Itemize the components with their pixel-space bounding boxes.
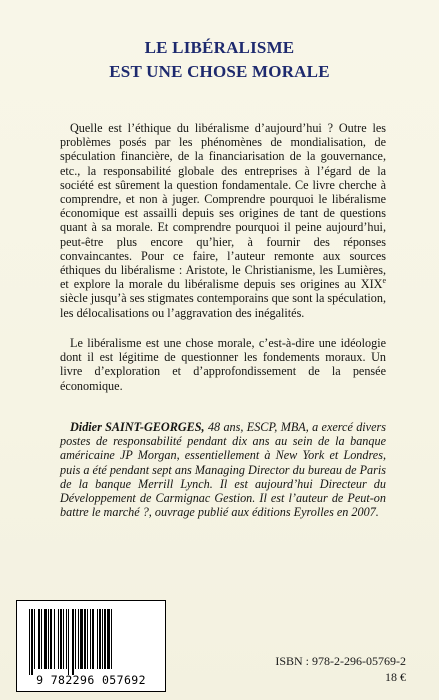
title-line-2: EST UNE CHOSE MORALE [109,62,330,81]
barcode-bar [104,609,106,669]
barcode-bar [58,609,59,669]
barcode-bar [41,609,42,669]
barcode-bar [99,609,101,669]
barcode-bar [63,609,64,669]
barcode-bar [78,609,79,669]
isbn: ISBN : 978-2-296-05769-2 [275,654,406,668]
barcode-bar [68,609,69,675]
barcode-bar [107,609,110,669]
author-bio-text: 48 ans, ESCP, MBA, a exercé divers postes de responsabilité pendant dix ans au sein de la banque américaine JP Morgan, essentiellement à New York et Londres, puis a été pendant sept ans Managing Director du bureau de Paris de la banque Merrill Lynch. Il est aujourd’hui Directeur du Développement de Carmignac Gestion. Il est l’auteur de Peut-on battre le marché ?, ouvrage publié aux éditions Eyrolles en 2007. [60,420,386,520]
barcode-bar [72,609,74,675]
century-superscript: e [382,276,387,286]
barcode-bar [50,609,52,669]
barcode-bar [54,609,55,669]
barcode-bar [29,609,30,675]
barcode-bar [44,609,47,669]
barcode-bar [111,609,112,669]
barcode-bar [97,609,98,669]
barcode-bar [84,609,86,669]
price: 18 € [385,670,406,684]
barcode-bar [48,609,49,669]
barcode-bar [102,609,103,669]
barcode-bar [31,609,33,675]
barcode-bar [80,609,83,669]
barcode-bar [75,609,76,669]
barcode-bar [66,609,67,669]
barcode-bar [60,609,62,669]
author-bio [60,420,386,519]
barcode-bar [38,609,40,669]
barcode-digits: 9 782296 057692 [36,673,146,687]
author-name: Didier SAINT-GEORGES, [70,420,205,434]
barcode-bar [87,609,88,669]
title-line-1: LE LIBÉRALISME [144,38,295,57]
summary-paragraph-1 [60,121,386,320]
century-numeral: XIX [360,277,383,292]
barcode [16,600,166,692]
summary-paragraph-2: Le libéralisme est une chose morale, c’est-à-dire une idéologie dont il est légitime de questionner les fondements moraux. Un livre d’exploration et d’approfondissement de la pensée économique. [60,336,386,393]
barcode-bar [92,609,94,669]
book-title [0,36,439,84]
barcode-bar [90,609,91,669]
summary-paragraph-1-text: Quelle est l’éthique du libéralisme d’aujourd’hui ? Outre les problèmes posés par les phénomènes de mondialisation, de spéculation financière, de la financiarisation de la gouvernance, etc., la responsabilité globale des entreprises à l’égard de la société est sûrement la question fondamentale. Ce livre cherche à comprendre, et non à juger. Comprendre pourquoi le libéralisme économique est assailli depuis ses origines de tant de questions quant à sa morale. Et comprendre pourquoi il peine aujourd’hui, peut-être plus encore qu’hier, à fournir des réponses convaincantes. Pour ce faire, l’auteur remonte aux sources éthiques du libéralisme : Aristote, le Christianisme, les Lumières, et explore la morale du libéralisme depuis ses origines au [60,121,386,292]
barcode-bar [34,609,35,669]
summary-paragraph-1-end: siècle jusqu’à ses stigmates contemporains que sont la spéculation, les délocalisations ou l’aggravation des inégalités. [60,291,386,320]
